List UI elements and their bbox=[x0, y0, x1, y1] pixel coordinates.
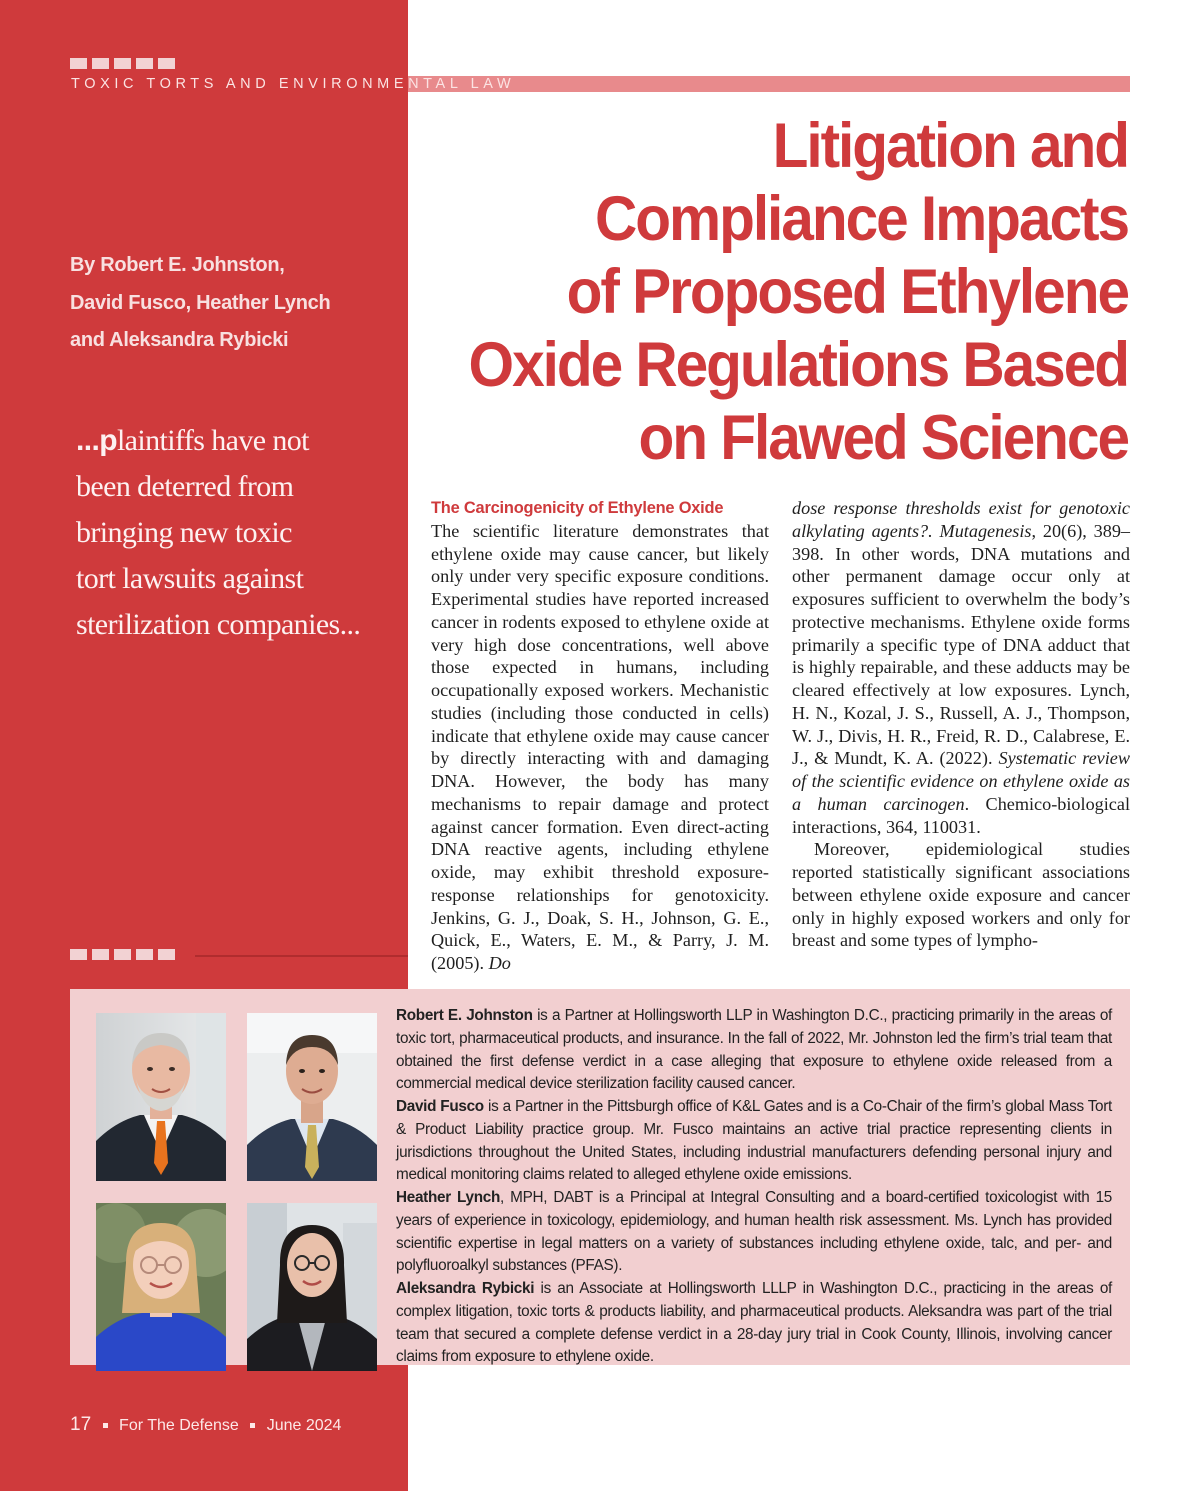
pull-quote-line: sterilization companies... bbox=[76, 608, 361, 641]
bio-rybicki bbox=[396, 1278, 1112, 1369]
page-number: 17 bbox=[70, 1414, 92, 1435]
pull-quote-line: tort lawsuits against bbox=[76, 562, 304, 595]
headline-line: Compliance Impacts bbox=[595, 184, 1128, 254]
author-photo-lynch bbox=[96, 1203, 226, 1371]
bio-description: is a Partner at Hollingsworth LLP in Washington D.C., practicing primarily in the areas of toxic tort, pharmaceutical products, and insurance. In the fall of 2022, Mr. Johnston led the firm’s trial team that obtained the first defense verdict in a case alleging that exposure to ethylene oxide released from a commercial medical device sterilization facility caused cancer. bbox=[396, 1007, 1112, 1093]
bio-description: is an Associate at Hollingsworth LLLP in Washington D.C., practicing in the areas of complex litigation, toxic torts & products liability, and pharmaceutical products. Aleksandra was part of the trial team that secured a complete defense verdict in a 28-day jury trial in Cook County, Illinois, involving cancer claims from exposure to ethylene oxide. bbox=[396, 1280, 1112, 1366]
bottom-decorative-squares bbox=[70, 949, 175, 960]
citation-title: dose response thresholds exist for genotoxic alkylating agents?. bbox=[792, 498, 1130, 541]
column-2-paragraph bbox=[792, 497, 1130, 838]
section-heading: The Carcinogenicity of Ethylene Oxide bbox=[431, 499, 724, 517]
column-1-paragraph bbox=[431, 520, 769, 975]
author-photo-fusco bbox=[247, 1013, 377, 1181]
column-1-text: The scientific literature demonstrates that ethylene oxide may cause cancer, but likely only under very specific exposure conditions. Experimental studies have reported increased cancer in rodents exposed to ethylene oxide at very high dose concentrations, well above those expected in humans, including occupationally exposed workers. Mechanistic studies (including those conducted in cells) indicate that ethylene oxide may cause cancer by directly interacting with and damaging DNA. However, the body has many mechanisms to repair damage and protect against cancer formation. Even direct-acting DNA reactive agents, including ethylene oxide, may exhibit threshold exposure-response relationships for genotoxicity. Jenkins, G. J., Doak, S. H., Johnson, G. E., Quick, E., Waters, E. M., & Parry, J. M. (2005). bbox=[431, 520, 769, 973]
pull-quote-line: been deterred from bbox=[76, 470, 294, 503]
bio-name: Heather Lynch bbox=[396, 1189, 501, 1206]
bio-fusco bbox=[396, 1096, 1112, 1187]
citation-journal: Mutagenesis bbox=[939, 520, 1032, 541]
article-column-1 bbox=[431, 497, 769, 975]
bottom-rule bbox=[195, 955, 408, 957]
headline-line: of Proposed Ethylene bbox=[566, 257, 1128, 327]
pull-quote-first-rest: laintiffs have not bbox=[116, 424, 309, 457]
bio-name: Robert E. Johnston bbox=[396, 1007, 533, 1024]
byline-line: By Robert E. Johnston, bbox=[70, 254, 285, 276]
headline-line: Oxide Regulations Based bbox=[468, 330, 1128, 400]
column-2-text-2: . Chemico-biological interactions, 364, 110031. bbox=[792, 793, 1131, 837]
author-bios bbox=[396, 1005, 1112, 1369]
bio-johnston bbox=[396, 1005, 1112, 1096]
column-1-italic: Do bbox=[488, 953, 511, 973]
byline-line: David Fusco, Heather Lynch bbox=[70, 291, 331, 314]
author-photo-rybicki bbox=[247, 1203, 377, 1371]
publication-name: For The Defense bbox=[119, 1417, 239, 1434]
bio-lynch bbox=[396, 1187, 1112, 1278]
pull-quote-lead: ...p bbox=[76, 424, 117, 457]
column-2-text: , 20(6), 389–398. In other words, DNA mutations and other permanent damage occur only at exposures sufficient to overwhelm the body’s protective mechanisms. Ethylene oxide forms primarily a specific type of DNA adduct that is highly repairable, and these adducts may be cleared effectively at low exposures. Lynch, H. N., Kozal, J. S., Russell, A. J., Thompson, W. J., Divis, H. R., Freid, R. D., Calabrese, E. J., & Mundt, K. A. (2022). bbox=[792, 520, 1131, 769]
section-label: TOXIC TORTS AND ENVIRONMENTAL LAW bbox=[71, 76, 516, 92]
article-headline bbox=[421, 110, 1128, 475]
bio-name: Aleksandra Rybicki bbox=[396, 1280, 535, 1297]
page-footer bbox=[70, 1414, 341, 1436]
bio-description: is a Partner in the Pittsburgh office of K&L Gates and is a Co-Chair of the firm’s global Mass Tort & Product Liability practice group. Mr. Fusco maintains an active trial practice representing clients in jurisdictions throughout the United States, including industrial manufacturers defending personal injury and medical monitoring claims related to alleged ethylene oxide emissions. bbox=[396, 1098, 1112, 1184]
headline-line: on Flawed Science bbox=[638, 403, 1128, 473]
footer-separator-icon bbox=[250, 1423, 255, 1428]
pull-quote bbox=[76, 418, 360, 648]
column-2-paragraph-2: Moreover, epidemiological studies reported statistically significant associations between ethylene oxide exposure and cancer only in highly exposed workers and only for breast and some types of lympho- bbox=[792, 839, 1130, 951]
author-photo-johnston bbox=[96, 1013, 226, 1181]
headline-line: Litigation and bbox=[772, 111, 1128, 181]
footer-separator-icon bbox=[103, 1423, 108, 1428]
top-decorative-squares bbox=[70, 58, 175, 69]
byline-line: and Aleksandra Rybicki bbox=[70, 329, 289, 351]
bio-name: David Fusco bbox=[396, 1098, 484, 1115]
citation-title-2: Systematic review of the scientific evidence on ethylene oxide as a human carcinogen bbox=[792, 748, 1130, 814]
byline bbox=[70, 247, 330, 360]
publication-date: June 2024 bbox=[266, 1417, 342, 1434]
pull-quote-line bbox=[76, 418, 360, 464]
pull-quote-line: bringing new toxic bbox=[76, 516, 292, 549]
article-column-2 bbox=[792, 497, 1130, 952]
bio-description: , MPH, DABT is a Principal at Integral Consulting and a board-certified toxicologist with 15 years of experience in toxicology, epidemiology, and human health risk assessment. Ms. Lynch has provided scientific expertise in legal matters on a variety of substances including ethylene oxide, talc, and per- and polyfluoroalkyl substances (PFAS). bbox=[396, 1189, 1112, 1275]
